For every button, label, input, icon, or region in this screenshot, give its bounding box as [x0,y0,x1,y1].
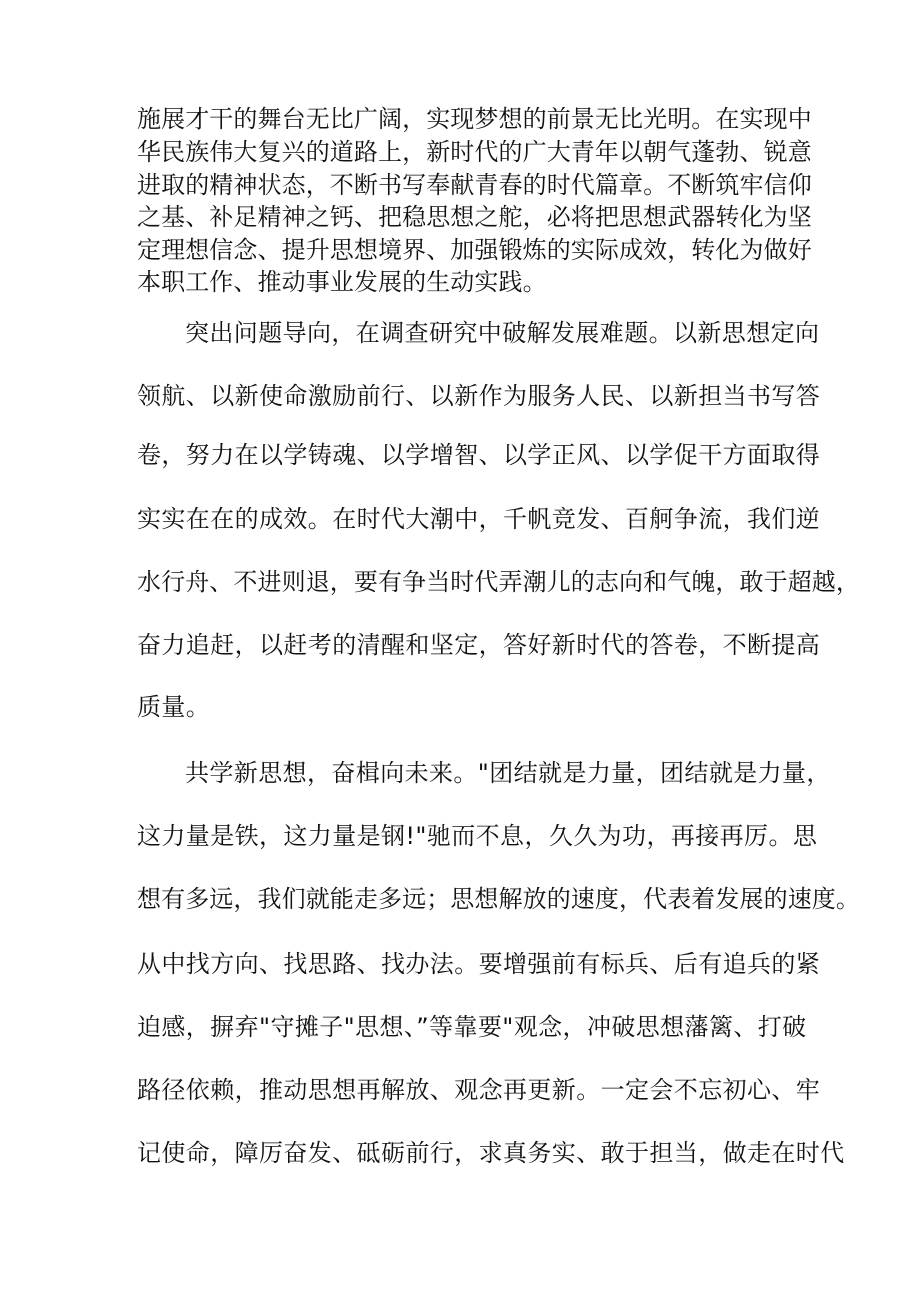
paragraph-2-line-2: 领航、以新使命激励前行、以新作为服务人民、以新担当书写答 [137,382,821,410]
paragraph-2-line-6: 奋力追赶，以赶考的清醒和坚定，答好新时代的答卷，不断提高 [137,631,821,659]
paragraph-3-line-4: 从中找方向、找思路、找办法。要增强前有标兵、后有追兵的紧 [137,950,821,978]
paragraph-1-line-1: 施展才干的舞台无比广阔，实现梦想的前景无比光明。在实现中 [137,105,812,133]
paragraph-2-line-1: 突出问题导向，在调查研究中破解发展难题。以新思想定向 [185,319,820,347]
paragraph-1-line-3: 进取的精神状态，不断书写奉献青春的时代篇章。不断筑牢信仰 [137,171,812,199]
paragraph-3-line-2: 这力量是铁，这力量是钢!"驰而不息，久久为功，再接再厉。思 [137,822,818,850]
paragraph-3-line-7: 记使命，障厉奋发、砥砺前行，求真务实、敢于担当，做走在时代 [137,1139,845,1167]
paragraph-1-line-5: 定理想信念、提升思想境界、加强锻炼的实际成效，转化为做好 [137,236,812,264]
paragraph-2-line-5: 水行舟、不进则退，要有争当时代弄潮儿的志向和气魄，敢于超越， [137,568,860,596]
paragraph-3-line-1: 共学新思想，奋楫向未来。"团结就是力量，团结就是力量， [185,759,831,787]
paragraph-1-line-4: 之基、补足精神之钙、把稳思想之舵，必将把思想武器转化为坚 [137,203,812,231]
paragraph-3-line-6: 路径依赖，推动思想再解放、观念再更新。一定会不忘初心、牢 [137,1076,821,1104]
paragraph-3-line-5: 迫感，摒弃"守摊子"思想、”等靠要"观念，冲破思想藩篱、打破 [137,1013,807,1041]
paragraph-2-line-7: 质量。 [137,693,211,721]
paragraph-3-line-3: 想有多远，我们就能走多远；思想解放的速度，代表着发展的速度。 [137,885,860,913]
paragraph-1-line-6: 本职工作、推动事业发展的生动实践。 [137,268,547,296]
paragraph-2-line-4: 实实在在的成效。在时代大潮中，千帆竞发、百舸争流，我们逆 [137,505,821,533]
paragraph-1-line-2: 华民族伟大复兴的道路上，新时代的广大青年以朝气蓬勃、锐意 [137,138,812,166]
paragraph-2-line-3: 卷，努力在以学铸魂、以学增智、以学正风、以学促干方面取得 [137,441,821,469]
